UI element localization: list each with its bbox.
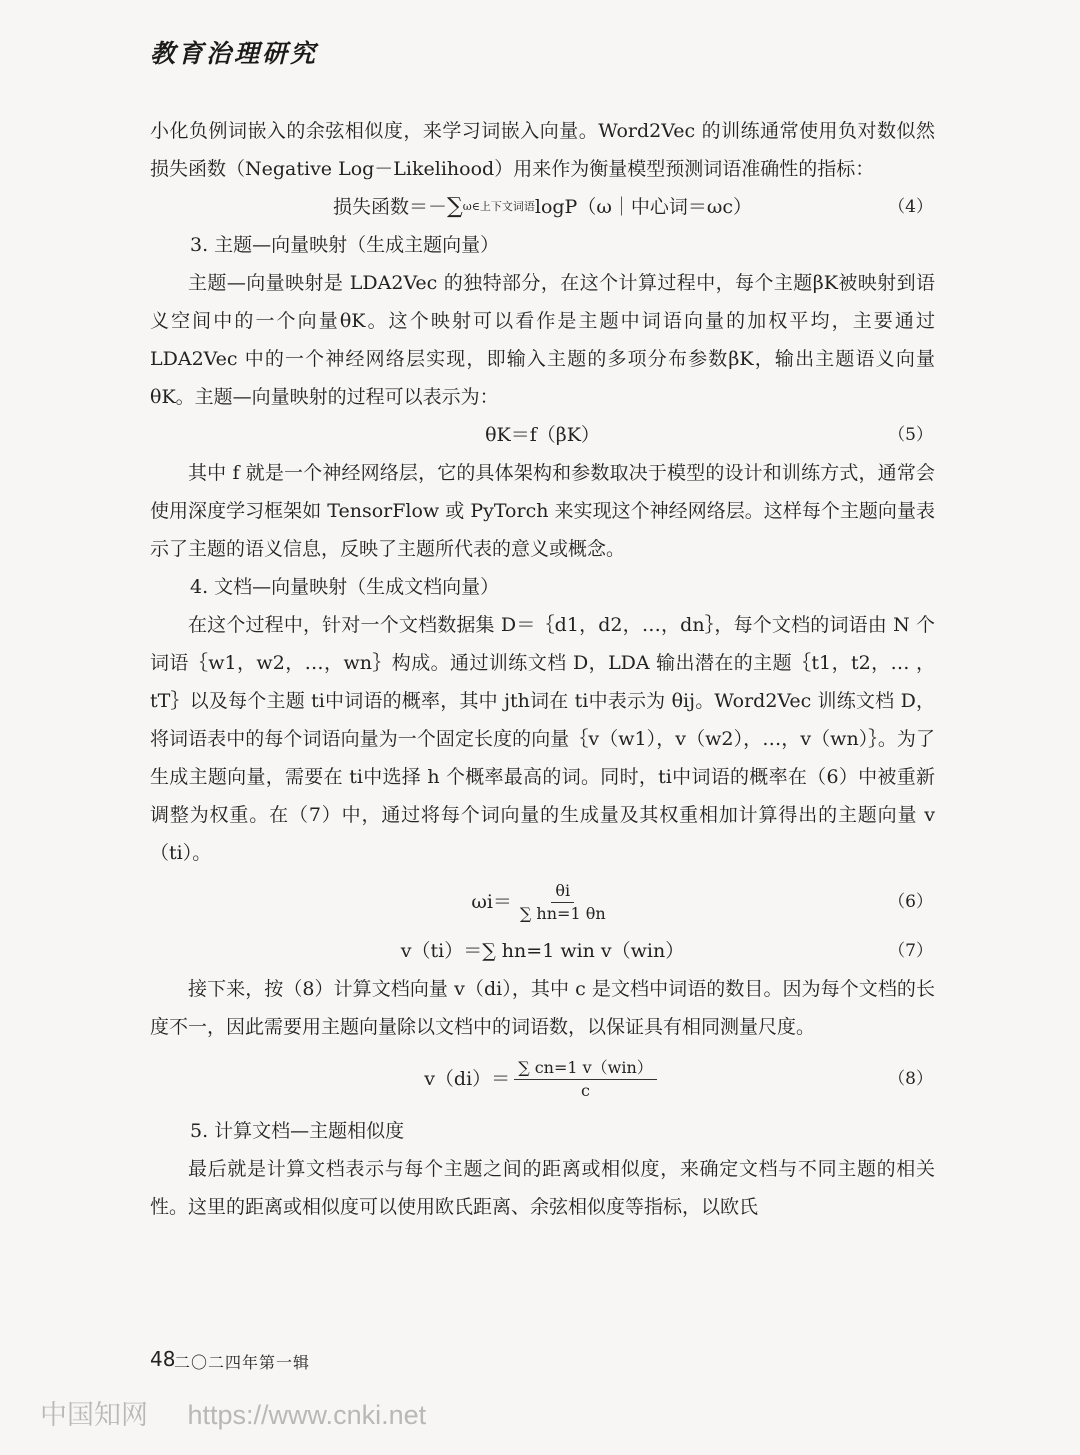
- page-number: 48: [150, 1347, 176, 1371]
- paragraph: 主题—向量映射是 LDA2Vec 的独特部分，在这个计算过程中，每个主题βK被映射到语义空间中的一个向量θK。这个映射可以看作是主题中词语向量的加权平均，主要通过 LDA2Vec 中的一个神经网络层实现，即输入主题的多项分布参数βK，输出主题语义向量θK。主题—向量映射的过程可以表示为：: [150, 272, 935, 408]
- paragraph: 其中 f 就是一个神经网络层，它的具体架构和参数取决于模型的设计和训练方式，通常会使用深度学习框架如 TensorFlow 或 PyTorch 来实现这个神经网络层。这样每个主题向量表示了主题的语义信息，反映了主题所代表的意义或概念。: [150, 462, 935, 560]
- section-heading: 3. 主题—向量映射（生成主题向量）: [190, 234, 500, 256]
- equation-4: [150, 188, 935, 226]
- eq8-fraction: [514, 1057, 657, 1102]
- paragraph: 接下来，按（8）计算文档向量 v（di），其中 c 是文档中词语的数目。因为每个文档的长度不一，因此需要用主题向量除以文档中的词语数，以保证具有相同测量尺度。: [150, 978, 935, 1038]
- equation-number: （6）: [888, 892, 933, 912]
- paragraph: 小化负例词嵌入的余弦相似度，来学习词嵌入向量。Word2Vec 的训练通常使用负对数似然损失函数（Negative Log－Likelihood）用来作为衡量模型预测词语准确性的指标：: [150, 120, 935, 180]
- equation-5: [150, 416, 935, 454]
- section-heading: 5. 计算文档—主题相似度: [190, 1120, 405, 1142]
- paragraph: 最后就是计算文档表示与每个主题之间的距离或相似度，来确定文档与不同主题的相关性。这里的距离或相似度可以使用欧氏距离、余弦相似度等指标，以欧氏: [150, 1158, 935, 1218]
- eq8-denominator: c: [581, 1080, 590, 1100]
- equation-8: [150, 1046, 935, 1112]
- equation-number: （8）: [888, 1069, 933, 1089]
- watermark-url: https://www.cnki.net: [187, 1400, 427, 1430]
- eq4-rhs: logP（ω｜中心词＝ωc）: [534, 196, 752, 218]
- article-body: [150, 112, 935, 1226]
- eq6-fraction: [516, 880, 610, 925]
- eq4-lhs: 损失函数＝－: [333, 196, 448, 218]
- paragraph: 在这个过程中，针对一个文档数据集 D＝｛d1，d2，…，dn｝，每个文档的词语由 N 个词语｛w1，w2，…，wn｝构成。通过训练文档 D，LDA 输出潜在的主题｛t1，t2，… ，tT｝以及每个主题 ti中词语的概率，其中 jth词在 ti中表示为 θij。Word2Vec 训练文档 D，将词语表中的每个词语向量为一个固定长度的向量｛v（w1），v（w2），…，v（wn）｝。为了生成主题向量，需要在 ti中选择 h 个概率最高的词。同时，ti中词语的概率在（6）中被重新调整为权重。在（7）中，通过将每个词向量的生成量及其权重相加计算得出的主题向量 v（ti）。: [150, 614, 935, 864]
- equation-6: [150, 872, 935, 932]
- watermark: [40, 1393, 426, 1432]
- eq6-denominator: ∑ hn=1 θn: [519, 903, 606, 923]
- equation-number: （4）: [888, 197, 933, 217]
- watermark-brand: 中国知网: [40, 1400, 148, 1430]
- eq6-lhs: ωi＝: [471, 891, 512, 913]
- eq4-sum: ∑: [447, 194, 463, 219]
- eq5-body: θK＝f（βK）: [485, 424, 600, 446]
- eq8-numerator: ∑ cn=1 v（win）: [514, 1057, 657, 1080]
- equation-7: [150, 932, 935, 970]
- issue-label: 二〇二四年第一辑: [174, 1353, 311, 1372]
- section-heading: 4. 文档—向量映射（生成文档向量）: [190, 576, 500, 598]
- equation-number: （7）: [888, 941, 933, 961]
- journal-title: 教育治理研究: [150, 39, 319, 68]
- eq6-numerator: θi: [551, 880, 574, 903]
- equation-number: （5）: [888, 425, 933, 445]
- eq4-sub: ω∈上下文词语: [462, 200, 535, 213]
- eq8-lhs: v（di）＝: [424, 1068, 511, 1090]
- eq7-body: v（ti）＝∑ hn=1 win v（win）: [400, 940, 685, 962]
